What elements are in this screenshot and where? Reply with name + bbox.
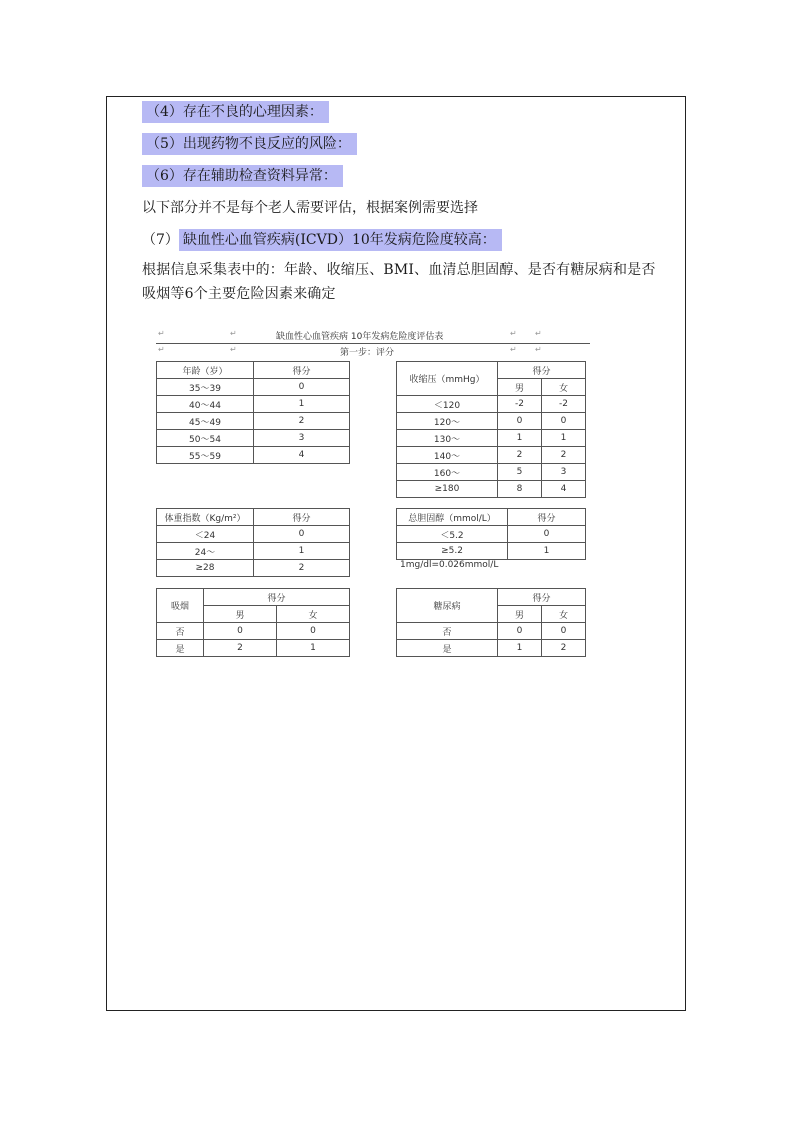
unit-conversion-note: 1mg/dl=0.026mmol/L [400, 560, 499, 570]
smoking-table: 吸烟 得分 男 女 否 0 0 是 2 1 [156, 588, 350, 657]
paragraph-risk-factors: 根据信息采集表中的：年龄、收缩压、BMI、血清总胆固醇、是否有糖尿病和是否吸烟等6个主要危险因素来确定 [142, 262, 656, 302]
item-6: （6）存在辅助检查资料异常： [142, 165, 343, 187]
cholesterol-table: 总胆固醇（mmol/L） 得分 ＜5.2 0 ≥5.2 1 [396, 508, 586, 560]
age-table: 年龄（岁） 得分 35～39 0 40～44 1 45～49 2 50～54 3 55～59 4 [156, 361, 350, 464]
item-5: （5）出现药物不良反应的风险： [142, 133, 357, 155]
bmi-table: 体重指数（Kg/m²） 得分 ＜24 0 24～ 1 ≥28 2 [156, 508, 350, 577]
icvd-score-figure: 缺血性心血管疾病 10年发病危险度评估表 第一步：评分 ↵ ↵ ↵ ↵ ↵ ↵ ↵ ↵ 年龄（岁） 得分 35～39 0 40～44 1 45～49 2 50～54 3 55～59 4 收缩压（mmHg） 得分 男 女 ＜120 -2 -2 120～ 0 0 130～ 1 1 140～ 2 2 160～ 5 3 ≥180 8 4 体重指数（Kg/m²） 得分 ＜24 0 24～ 1 ≥28 2 总胆固醇（mmol/L） 得分 ＜5.2 0 ≥5.2 1 1mg/dl=0.026mmol/L 吸烟 得分 男 女 否 0 0 是 2 1 糖尿病 得分 男 女 否 0 0 是 1 2 [150, 325, 596, 661]
bp-table: 收缩压（mmHg） 得分 男 女 ＜120 -2 -2 120～ 0 0 130～ 1 1 140～ 2 2 160～ 5 3 ≥180 8 4 [396, 361, 586, 498]
item-7: （7） 缺血性心血管疾病(ICVD）10年发病危险度较高： [142, 229, 502, 251]
note-line: 以下部分并不是每个老人需要评估，根据案例需要选择 [142, 200, 478, 216]
figure-step: 第一步：评分 [340, 348, 395, 358]
figure-title: 缺血性心血管疾病 10年发病危险度评估表 [276, 332, 444, 342]
diabetes-table: 糖尿病 得分 男 女 否 0 0 是 1 2 [396, 588, 586, 657]
item-4: （4）存在不良的心理因素： [142, 101, 329, 123]
